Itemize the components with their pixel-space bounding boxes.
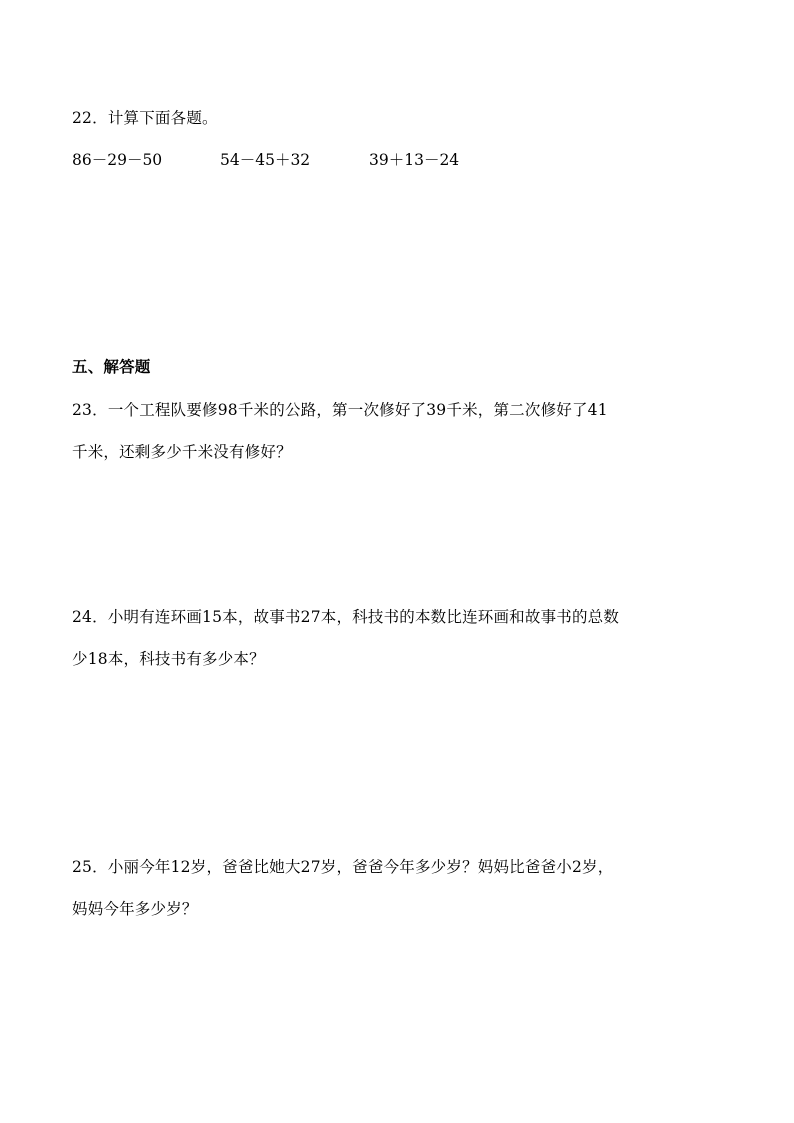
question-23-line-2: 千米，还剩多少千米没有修好？ <box>72 443 292 461</box>
question-25-line-1: 25．小丽今年12岁，爸爸比她大27岁，爸爸今年多少岁？妈妈比爸爸小2岁， <box>72 858 614 876</box>
expression-2: 54－45＋32 <box>220 151 311 169</box>
expression-1: 86－29－50 <box>72 151 163 169</box>
question-25-line-2: 妈妈今年多少岁？ <box>72 900 198 918</box>
question-23-line-1: 23．一个工程队要修98千米的公路，第一次修好了39千米，第二次修好了41 <box>72 401 608 419</box>
question-22-title: 22．计算下面各题。 <box>72 109 218 127</box>
question-24-line-2: 少18本，科技书有多少本？ <box>72 650 265 668</box>
question-24-line-1: 24．小明有连环画15本，故事书27本，科技书的本数比连环画和故事书的总数 <box>72 608 620 626</box>
expression-3: 39＋13－24 <box>369 151 460 169</box>
section-heading: 五、解答题 <box>72 357 151 376</box>
